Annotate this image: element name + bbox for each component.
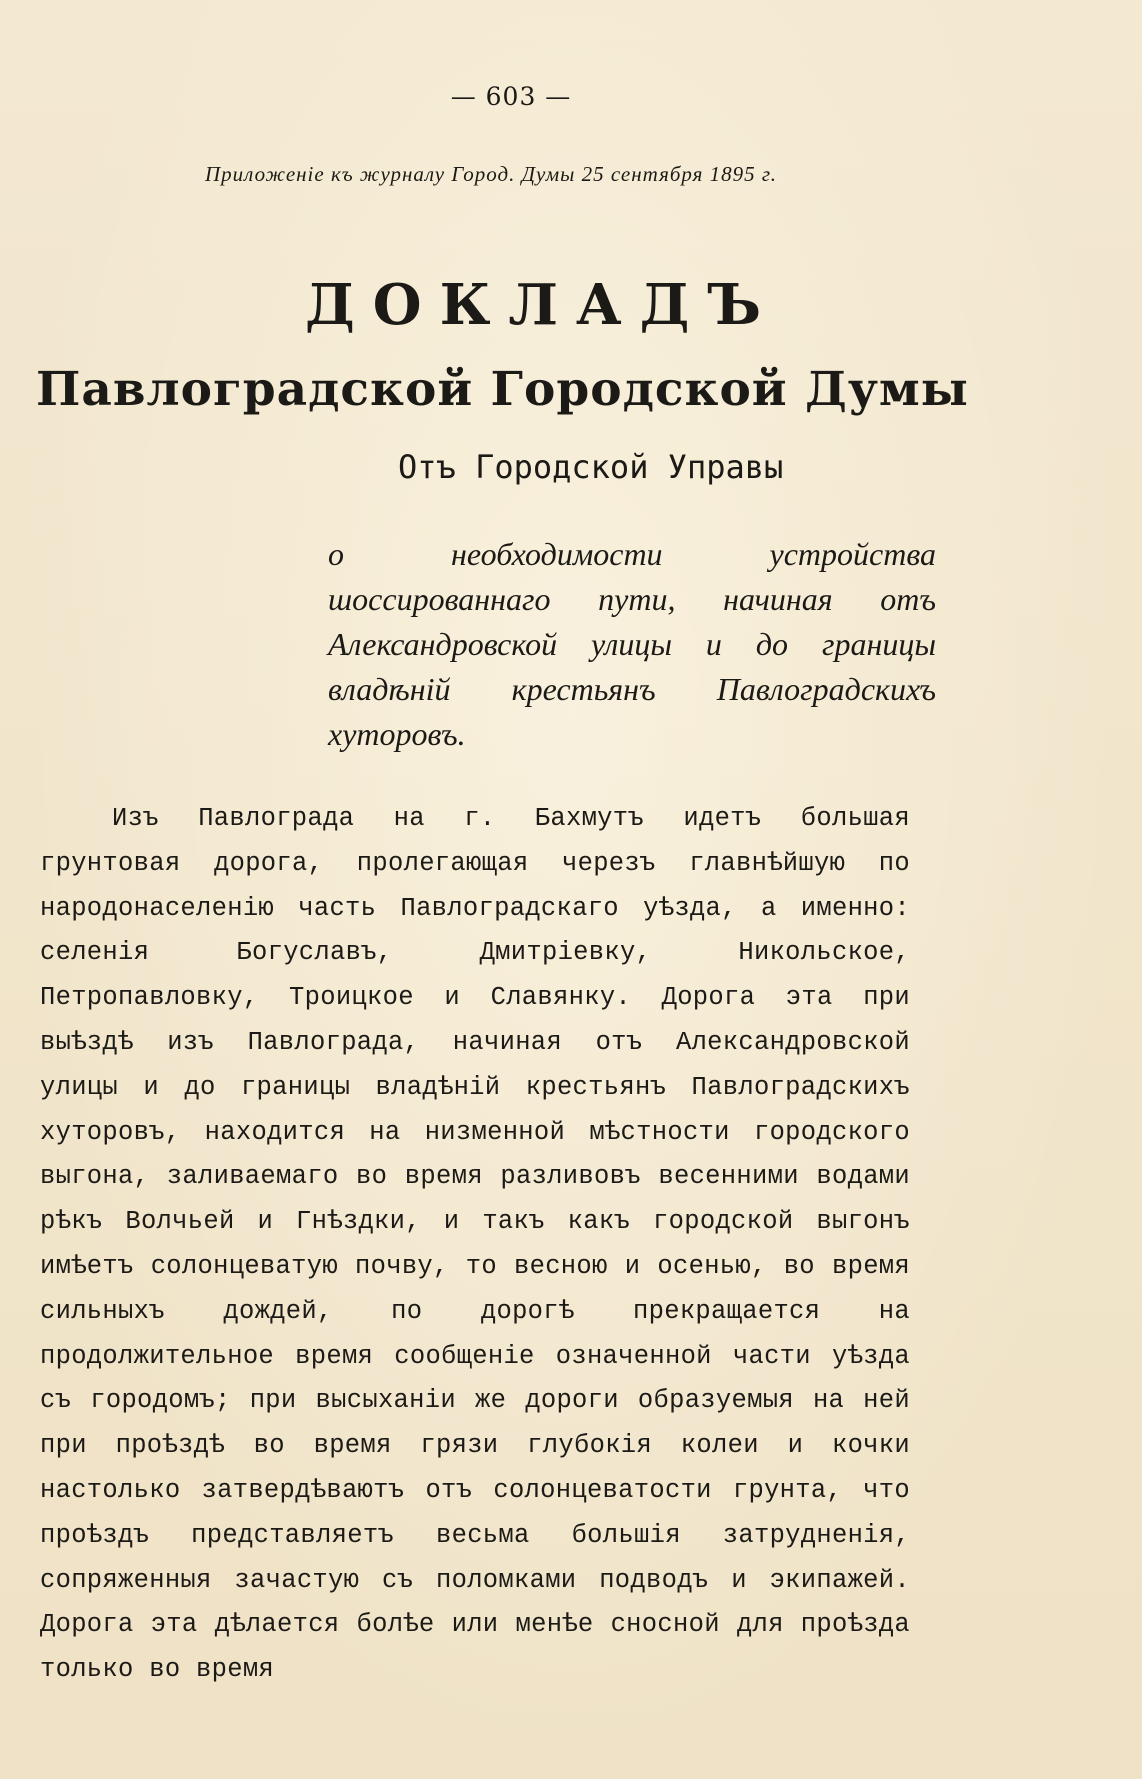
- organization-heading: Павлоградской Городской Думы: [36, 362, 969, 417]
- body-paragraph: Изъ Павлограда на г. Бахмутъ идетъ большая грунтовая дорога, пролегающая черезъ главнѣйшую по народонаселенію часть Павлоградскаго уѣзда, а именно: селенія Богуславъ, Дмитріевку, Никольское, Петропавловку, Троицкое и Славянку. Дорога эта при выѣздѣ изъ Павлограда, начиная отъ Александровской улицы и до границы владѣній крестьянъ Павлоградскихъ хуторовъ, находится на низменной мѣстности городского выгона, заливаемаго во время разливовъ весенними водами рѣкъ Волчьей и Гнѣздки, и такъ какъ городской выгонъ имѣетъ солонцеватую почву, то весною и осенью, во время сильныхъ дождей, по дорогѣ прекращается на продолжительное время сообщеніе означенной части уѣзда съ городомъ; при высыханіи же дороги образуемыя на ней при проѣздѣ во время грязи глубокія колеи и кочки настолько затвердѣваютъ отъ солонцеватости грунта, что проѣздъ представляетъ весьма большія затрудненія, сопряженныя зачастую съ поломками подводъ и экипажей. Дорога эта дѣлается болѣе или менѣе сносной для проѣзда только во время: [40, 804, 910, 1685]
- appendix-note: Приложеніе къ журналу Город. Думы 25 сентября 1895 г.: [205, 162, 778, 186]
- from-line: Отъ Городской Управы: [398, 448, 784, 486]
- document-type-heading: ДОКЛАДЪ: [305, 272, 780, 338]
- page-number: — 603 —: [450, 82, 572, 111]
- subject-paragraph: о необходимости устройства шоссированнаго пути, начиная отъ Александровской улицы и до границы владѣній крестьянъ Павлоградскихъ хуторовъ.: [328, 536, 936, 752]
